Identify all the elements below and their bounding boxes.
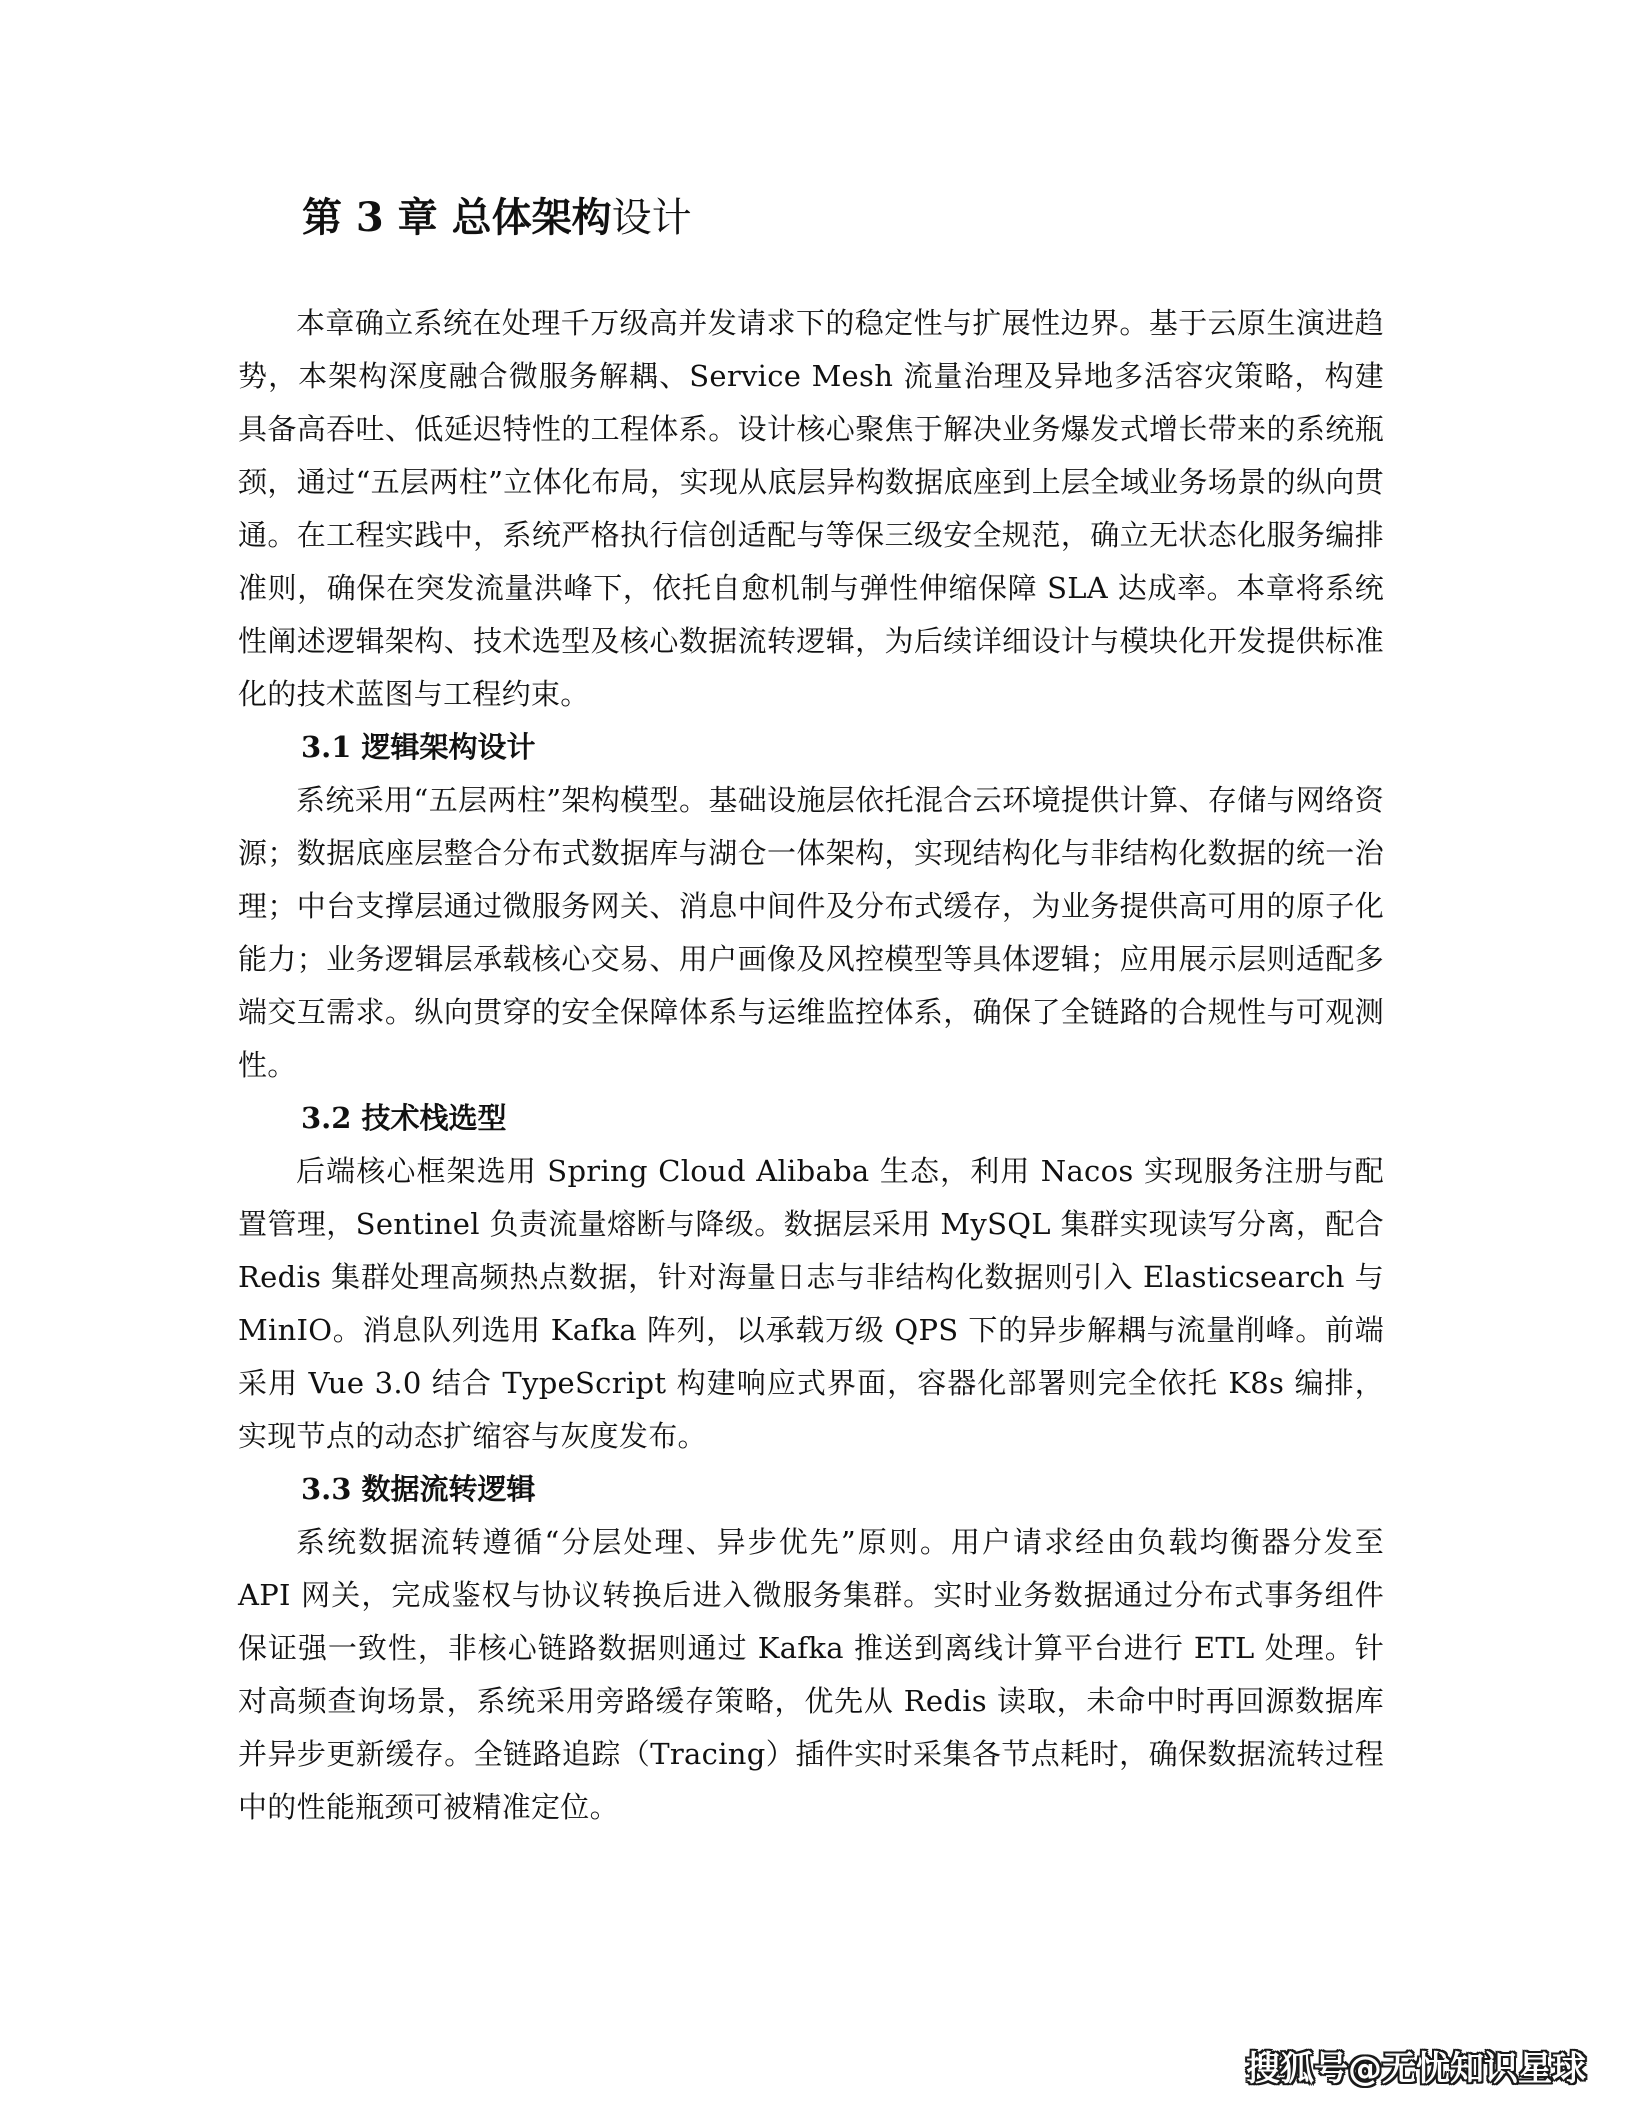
section-heading-logical-architecture: 3.1 逻辑架构设计 (301, 730, 536, 764)
document-body (238, 297, 1384, 1834)
chapter-title-bold: 第 3 章 总体架构 (302, 194, 612, 241)
section-paragraph-logical-architecture: 系统采用“五层两柱”架构模型。基础设施层依托混合云环境提供计算、存储与网络资源；数据底座层整合分布式数据库与湖仓一体架构，实现结构化与非结构化数据的统一治理；中台支撑层通过微服务网关、消息中间件及分布式缓存，为业务提供高可用的原子化能力；业务逻辑层承载核心交易、用户画像及风控模型等具体逻辑；应用展示层则适配多端交互需求。纵向贯穿的安全保障体系与运维监控体系，确保了全链路的合规性与可观测性。 (238, 783, 1384, 1082)
intro-paragraph: 本章确立系统在处理千万级高并发请求下的稳定性与扩展性边界。基于云原生演进趋势，本架构深度融合微服务解耦、Service Mesh 流量治理及异地多活容灾策略，构建具备高吞吐、低延迟特性的工程体系。设计核心聚焦于解决业务爆发式增长带来的系统瓶颈，通过“五层两柱”立体化布局，实现从底层异构数据底座到上层全域业务场景的纵向贯通。在工程实践中，系统严格执行信创适配与等保三级安全规范，确立无状态化服务编排准则，确保在突发流量洪峰下，依托自愈机制与弹性伸缩保障 SLA 达成率。本章将系统性阐述逻辑架构、技术选型及核心数据流转逻辑，为后续详细设计与模块化开发提供标准化的技术蓝图与工程约束。 (238, 306, 1384, 711)
section-heading-tech-stack: 3.2 技术栈选型 (301, 1101, 507, 1135)
chapter-title (302, 190, 692, 246)
watermark: 搜狐号@无忧知识星球 (1246, 2049, 1586, 2089)
section-paragraph-data-flow: 系统数据流转遵循“分层处理、异步优先”原则。用户请求经由负载均衡器分发至 API 网关，完成鉴权与协议转换后进入微服务集群。实时业务数据通过分布式事务组件保证强一致性，非核心链路数据则通过 Kafka 推送到离线计算平台进行 ETL 处理。针对高频查询场景，系统采用旁路缓存策略，优先从 Redis 读取，未命中时再回源数据库并异步更新缓存。全链路追踪（Tracing）插件实时采集各节点耗时，确保数据流转过程中的性能瓶颈可被精准定位。 (238, 1525, 1384, 1824)
section-paragraph-tech-stack: 后端核心框架选用 Spring Cloud Alibaba 生态，利用 Nacos 实现服务注册与配置管理，Sentinel 负责流量熔断与降级。数据层采用 MySQL 集群实现读写分离，配合 Redis 集群处理高频热点数据，针对海量日志与非结构化数据则引入 Elasticsearch 与 MinIO。消息队列选用 Kafka 阵列，以承载万级 QPS 下的异步解耦与流量削峰。前端采用 Vue 3.0 结合 TypeScript 构建响应式界面，容器化部署则完全依托 K8s 编排，实现节点的动态扩缩容与灰度发布。 (238, 1154, 1384, 1453)
chapter-title-light: 设计 (611, 195, 692, 241)
section-heading-data-flow: 3.3 数据流转逻辑 (301, 1472, 536, 1506)
